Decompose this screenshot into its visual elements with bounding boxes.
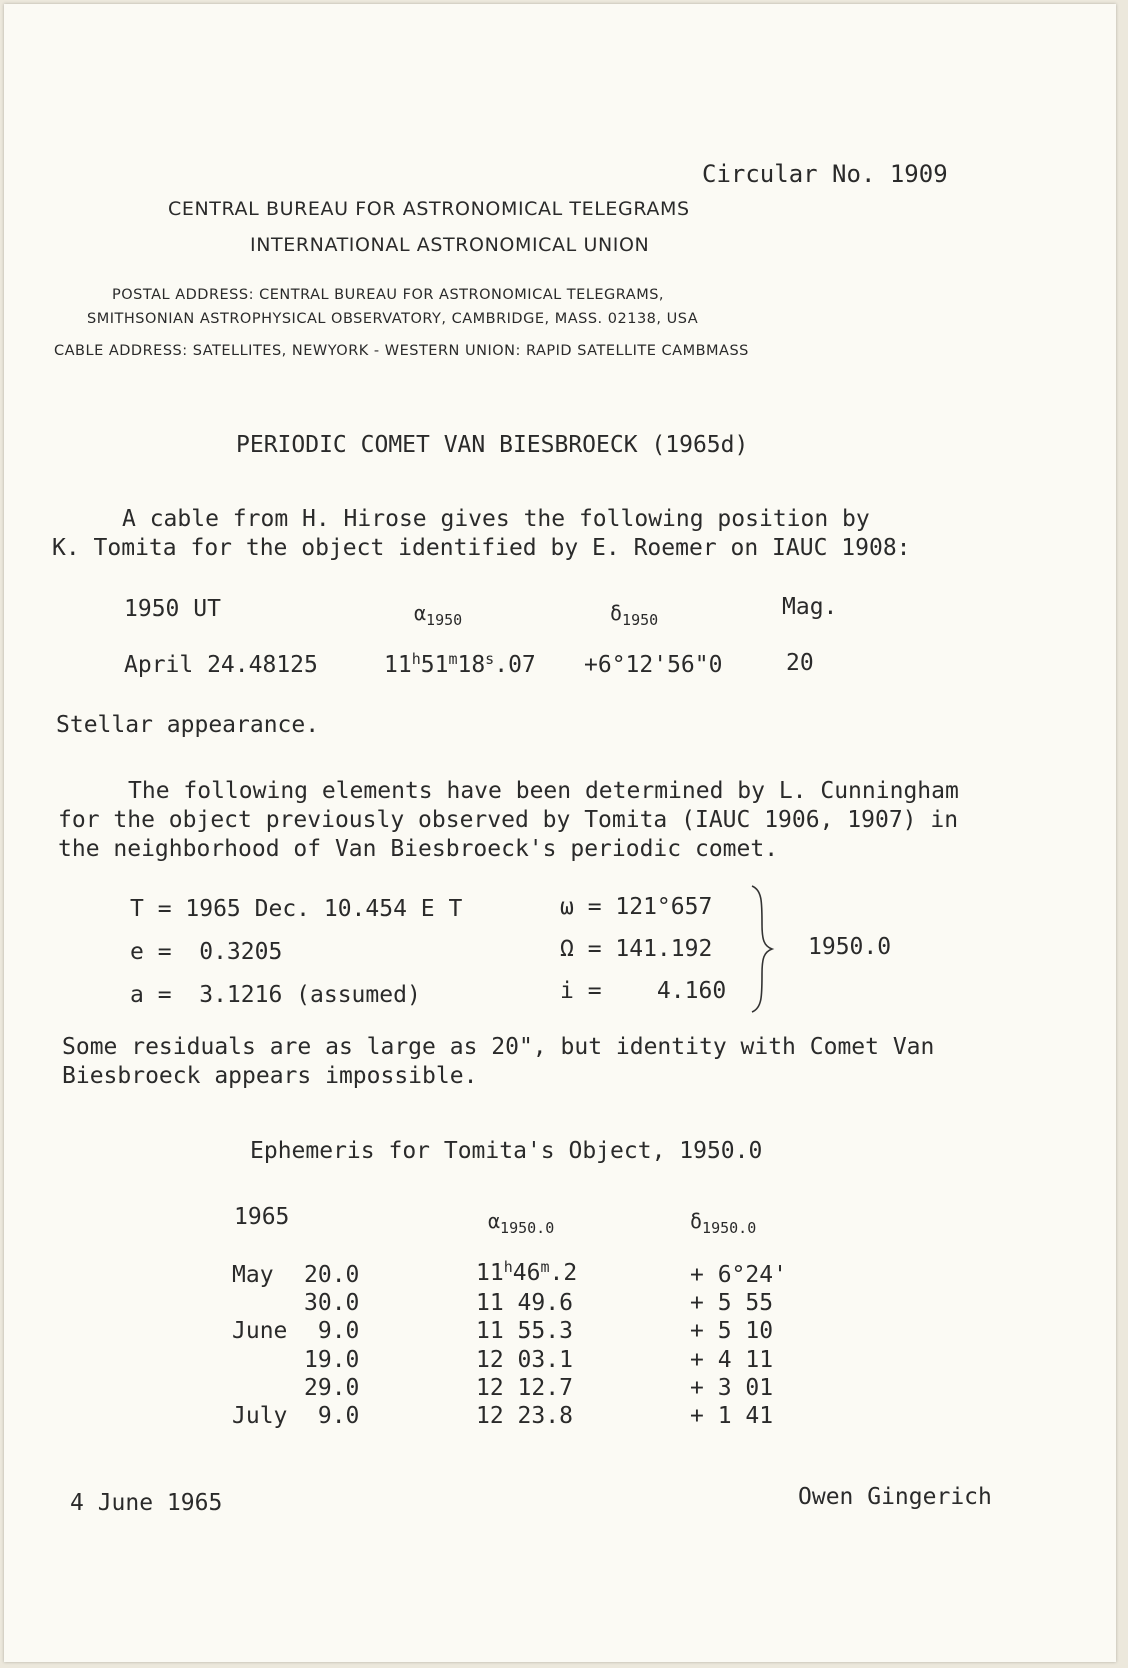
para1-line1: A cable from H. Hirose gives the following position by [122,506,870,532]
ephemeris-title: Ephemeris for Tomita's Object, 1950.0 [250,1138,763,1164]
announcement-title: PERIODIC COMET VAN BIESBROECK (1965d) [236,432,749,458]
element-node: Ω = 141.192 [560,936,713,962]
para2-line1: The following elements have been determined by L. Cunningham [128,778,959,804]
ephemeris-row-dec: + 3 01 [690,1375,774,1401]
ephemeris-row-dec: + 4 11 [690,1347,774,1373]
ephemeris-row-dec: + 5 10 [690,1318,774,1344]
position-header-ra: $\alpha_{1950}$ [414,601,463,629]
bureau-name: CENTRAL BUREAU FOR ASTRONOMICAL TELEGRAMS [168,198,690,220]
element-T: T = 1965 Dec. 10.454 E T [130,896,463,922]
union-name: INTERNATIONAL ASTRONOMICAL UNION [250,234,650,256]
ephemeris-row-ra: 12 03.1 [476,1347,573,1373]
issue-date: 4 June 1965 [70,1490,223,1516]
element-a: a = 3.1216 (assumed) [130,982,421,1008]
stellar-note: Stellar appearance. [56,712,320,738]
element-inclination: i = 4.160 [560,978,727,1004]
position-dec: +6°12'56"0 [584,652,723,678]
ephemeris-row-dec: + 5 55 [690,1290,774,1316]
para1-line2: K. Tomita for the object identified by E. Roemer on IAUC 1908: [52,535,911,561]
position-header-time: 1950 UT [124,596,221,622]
ephemeris-row-ra: 12 23.8 [476,1403,573,1429]
ephemeris-col-date: 1965 [234,1204,290,1230]
para2-line2: for the object previously observed by Tomita (IAUC 1906, 1907) in [58,807,959,833]
ephemeris-row-dec: + 6°24' [690,1262,787,1288]
ephemeris-row-day: 29.0 [304,1375,360,1401]
position-mag: 20 [786,650,814,676]
ephemeris-row-month: July [232,1403,288,1429]
cable-address: CABLE ADDRESS: SATELLITES, NEWYORK - WESTERN UNION: RAPID SATELLITE CAMBMASS [54,343,749,359]
ephemeris-row-day: 9.0 [304,1403,360,1429]
para3-line1: Some residuals are as large as 20", but identity with Comet Van [62,1034,935,1060]
ephemeris-row-day: 30.0 [304,1290,360,1316]
element-omega: ω = 121°657 [560,894,713,920]
circular-page [4,4,1116,1662]
para2-line3: the neighborhood of Van Biesbroeck's periodic comet. [58,836,779,862]
ephemeris-row-dec: + 1 41 [690,1403,774,1429]
element-e: e = 0.3205 [130,939,283,965]
postal-address-line-2: SMITHSONIAN ASTROPHYSICAL OBSERVATORY, CAMBRIDGE, MASS. 02138, USA [87,311,699,327]
signature: Owen Gingerich [798,1484,992,1510]
position-header-mag: Mag. [782,594,838,620]
ephemeris-col-dec: $\delta_{1950.0}$ [690,1209,757,1237]
ephemeris-row-ra: 11 55.3 [476,1318,573,1344]
position-ra: 11$^h$51$^m$18$^s$.07 [384,650,536,678]
position-date: April 24.48125 [124,652,318,678]
ephemeris-row-day: 20.0 [304,1262,360,1288]
position-header-dec: $\delta_{1950}$ [610,601,659,629]
ephemeris-col-ra: $\alpha_{1950.0}$ [488,1209,555,1237]
ephemeris-row-month: May [232,1262,274,1288]
element-equinox: 1950.0 [808,934,892,960]
ephemeris-row-ra: 11 49.6 [476,1290,573,1316]
ephemeris-row-day: 19.0 [304,1347,360,1373]
curly-brace-icon [748,884,788,1014]
ephemeris-first-ra: 11$^h$46$^m$.2 [476,1258,578,1286]
ephemeris-row-ra: 12 12.7 [476,1375,573,1401]
postal-address-line-1: POSTAL ADDRESS: CENTRAL BUREAU FOR ASTRONOMICAL TELEGRAMS, [112,287,665,303]
ephemeris-row-day: 9.0 [304,1318,360,1344]
ephemeris-row-month: June [232,1318,288,1344]
para3-line2: Biesbroeck appears impossible. [62,1063,478,1089]
circular-number: Circular No. 1909 [702,160,948,188]
